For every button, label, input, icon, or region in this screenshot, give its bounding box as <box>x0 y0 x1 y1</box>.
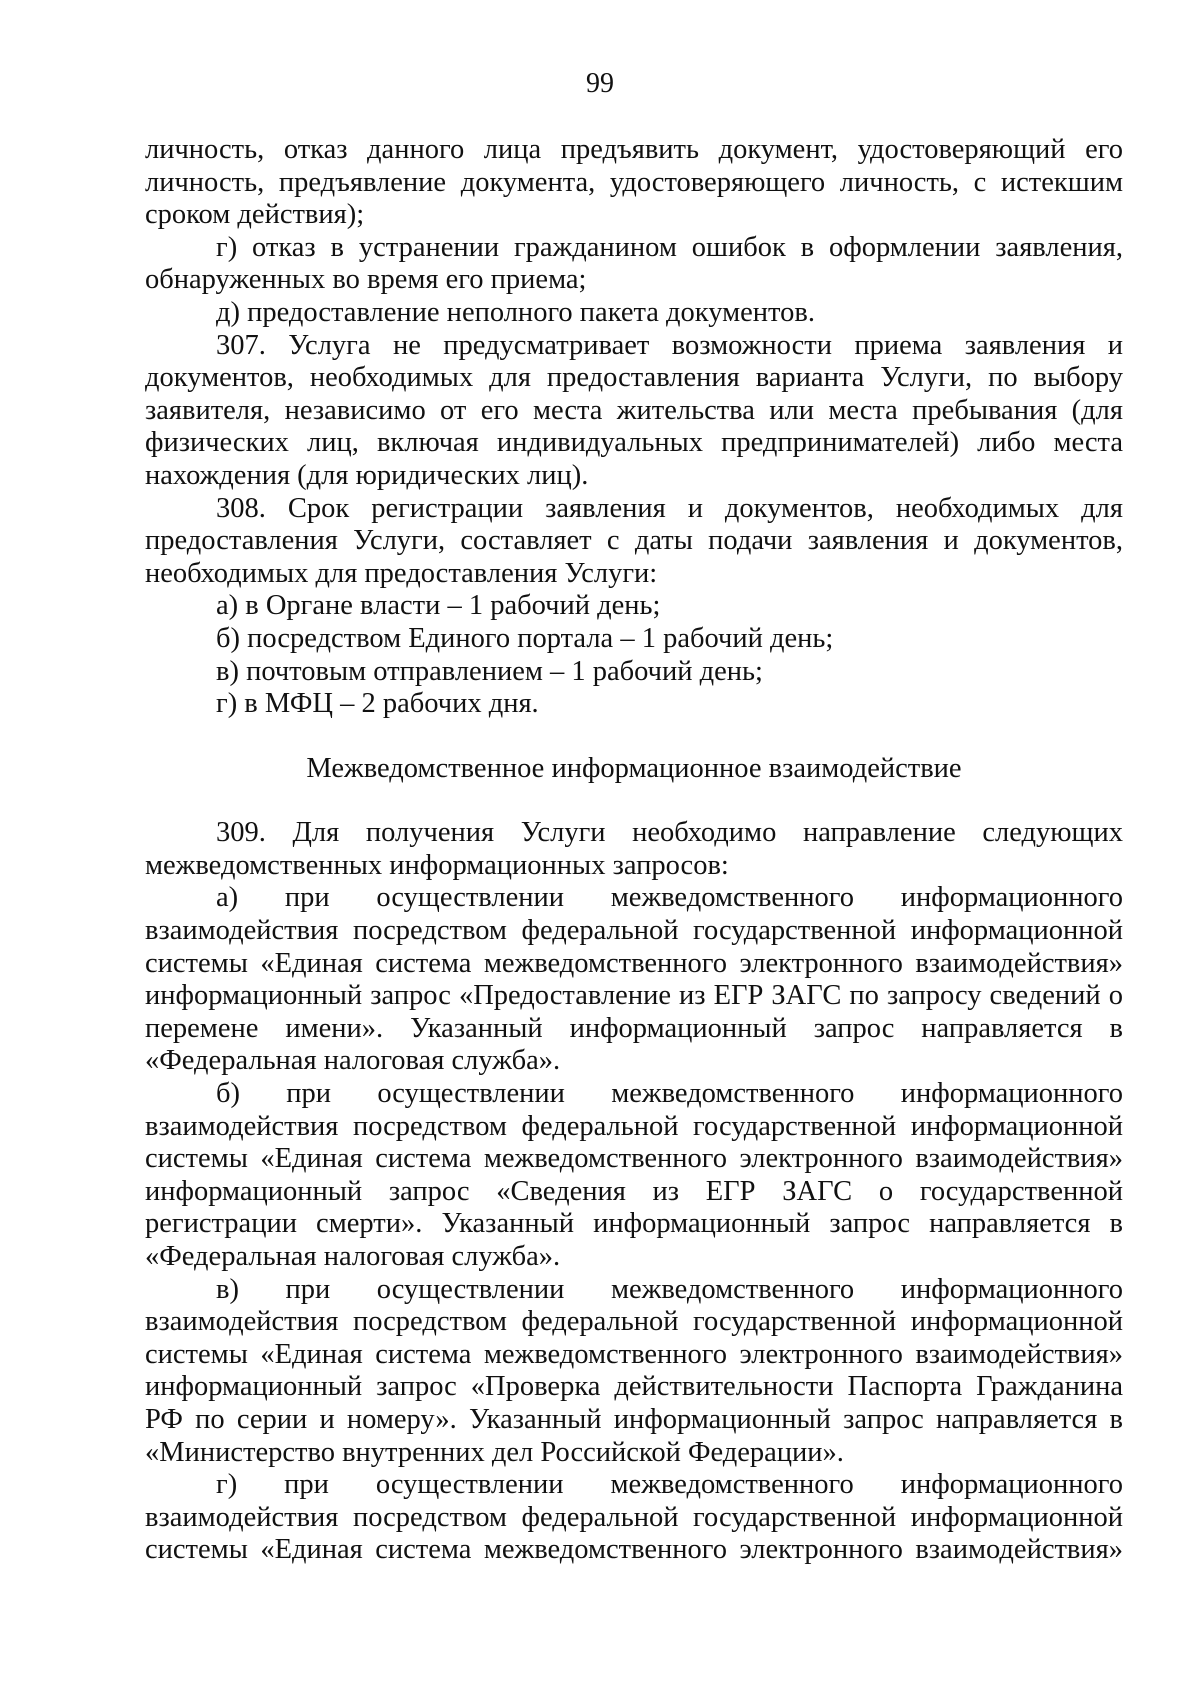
paragraph-309-a: а) при осуществлении межведомственного информационного взаимодействия посредством федеральной государственной информационной системы «Единая система межведомственного электронного взаимодействия» информационный запрос «Предоставление из ЕГР ЗАГС по запросу сведений о перемене имени». Указанный информационный запрос направляется в «Федеральная налоговая служба». <box>145 882 1123 1077</box>
paragraph-309-b: б) при осуществлении межведомственного информационного взаимодействия посредством федеральной государственной информационной системы «Единая система межведомственного электронного взаимодействия» информационный запрос «Сведения из ЕГР ЗАГС о государственной регистрации смерти». Указанный информационный запрос направляется в «Федеральная налоговая служба». <box>145 1078 1123 1272</box>
paragraph-307: 307. Услуга не предусматривает возможности приема заявления и документов, необходимых для предоставления варианта Услуги, по выбору заявителя, независимо от его места жительства или места пребывания (для физических лиц, включая индивидуальных предпринимателей) либо места нахождения (для юридических лиц). <box>145 329 1123 491</box>
paragraph-309-g: г) при осуществлении межведомственного информационного взаимодействия посредством федеральной государственной информационной системы «Единая система межведомственного электронного взаимодействия» <box>145 1469 1123 1566</box>
paragraph-item-b: б) посредством Единого портала – 1 рабочий день; <box>216 622 834 654</box>
section-heading: Межведомственное информационное взаимодействие <box>306 752 962 784</box>
paragraph-item-g2: г) в МФЦ – 2 рабочих дня. <box>216 688 539 720</box>
paragraph-continuation: личность, отказ данного лица предъявить документ, удостоверяющий его личность, предъявление документа, удостоверяющего личность, с истекшим сроком действия); <box>145 134 1123 231</box>
paragraph-309: 309. Для получения Услуги необходимо направление следующих межведомственных информационных запросов: <box>145 817 1123 881</box>
paragraph-item-v: в) почтовым отправлением – 1 рабочий день; <box>216 655 763 687</box>
paragraph-308: 308. Срок регистрации заявления и документов, необходимых для предоставления Услуги, составляет с даты подачи заявления и документов, необходимых для предоставления Услуги: <box>145 492 1123 589</box>
paragraph-309-v: в) при осуществлении межведомственного информационного взаимодействия посредством федеральной государственной информационной системы «Единая система межведомственного электронного взаимодействия» информационный запрос «Проверка действительности Паспорта Гражданина РФ по серии и номеру». Указанный информационный запрос направляется в «Министерство внутренних дел Российской Федерации». <box>145 1273 1123 1468</box>
paragraph-item-g: г) отказ в устранении гражданином ошибок в оформлении заявления, обнаруженных во время его приема; <box>145 231 1123 296</box>
paragraph-item-d: д) предоставление неполного пакета документов. <box>216 296 815 328</box>
document-body <box>145 134 1123 1567</box>
page-number: 99 <box>586 68 614 99</box>
paragraph-item-a: а) в Органе власти – 1 рабочий день; <box>216 590 661 622</box>
